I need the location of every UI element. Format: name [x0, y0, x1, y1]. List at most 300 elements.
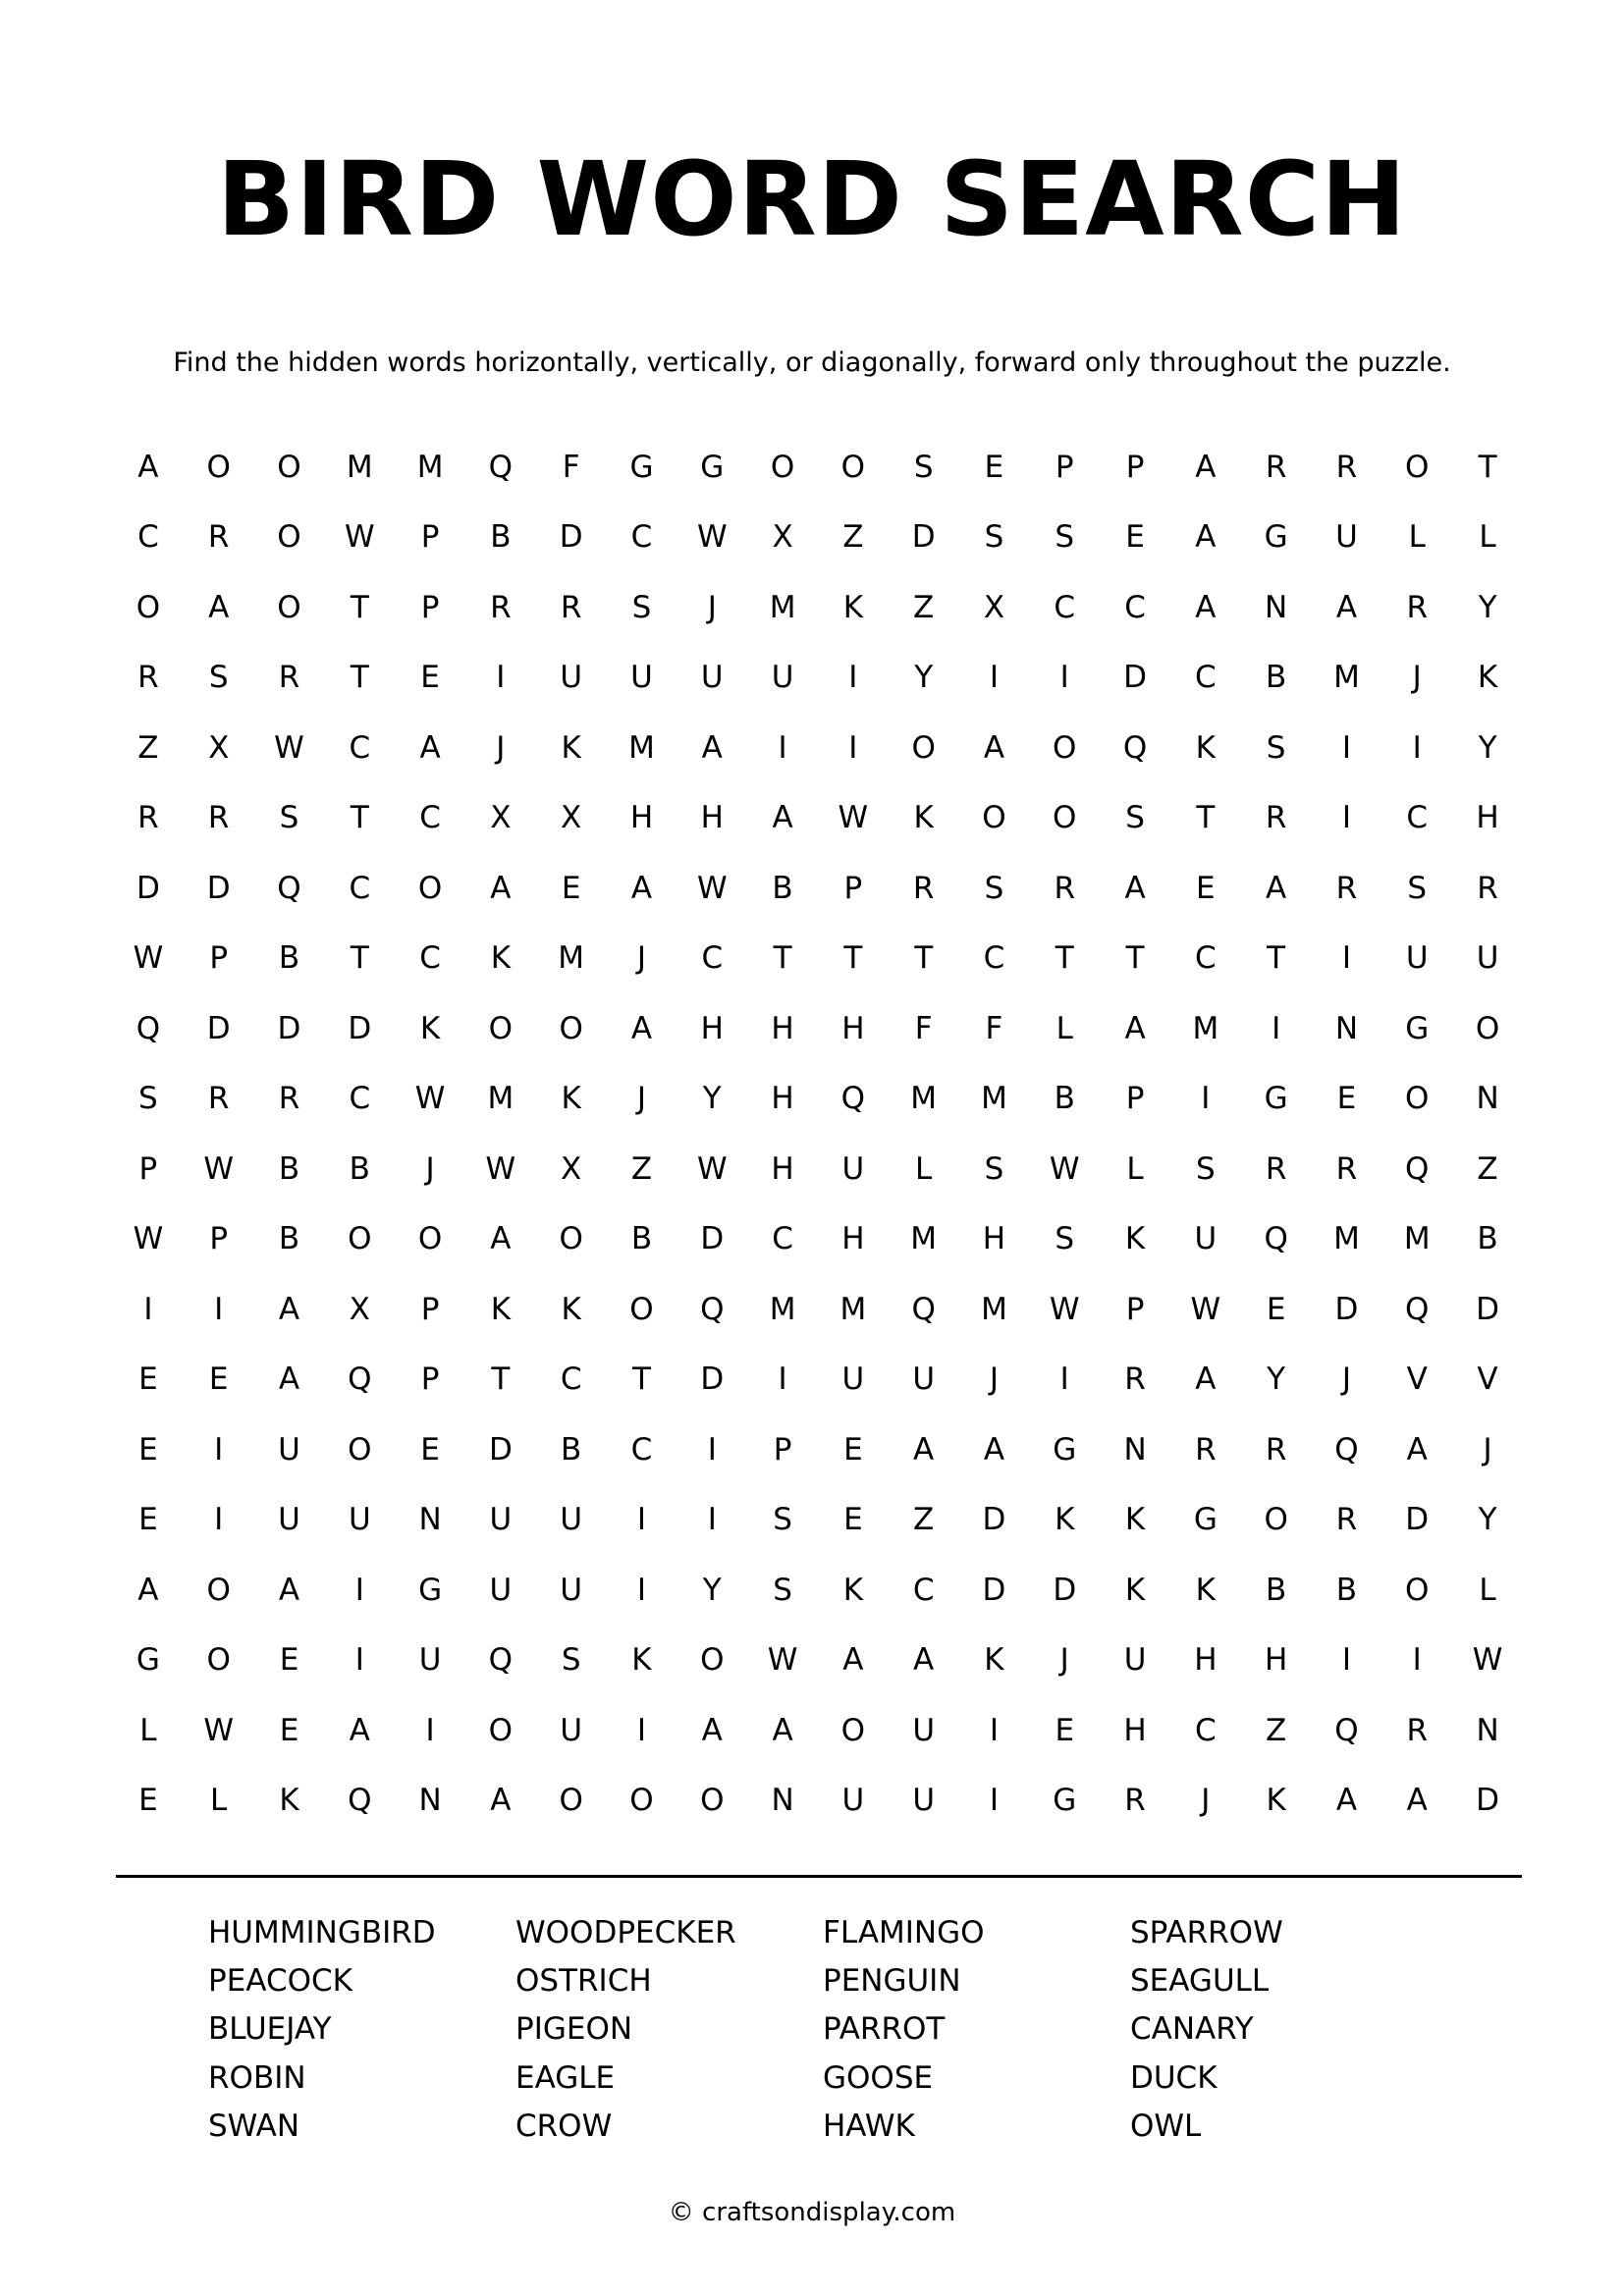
grid-letter: F — [985, 1010, 1003, 1046]
grid-letter: O — [629, 1291, 654, 1327]
grid-letter: O — [1405, 1081, 1430, 1117]
grid-letter: L — [210, 1783, 228, 1819]
word-list-item: SPARROW — [1130, 1915, 1283, 1950]
grid-letter: B — [278, 1221, 300, 1257]
grid-letter: I — [1341, 1642, 1352, 1679]
grid-letter: R — [137, 800, 159, 836]
grid-letter: A — [630, 1010, 653, 1046]
grid-letter: U — [560, 660, 583, 696]
grid-letter: I — [1412, 1642, 1422, 1679]
grid-letter: R — [1124, 1362, 1146, 1398]
grid-letter: T — [1125, 940, 1145, 977]
grid-letter: S — [1125, 800, 1145, 836]
grid-letter: Z — [1266, 1712, 1287, 1748]
word-list-item: SEAGULL — [1130, 1963, 1270, 2000]
grid-letter: D — [700, 1362, 725, 1398]
grid-letter: Y — [702, 1081, 722, 1117]
grid-letter: U — [1194, 1221, 1218, 1257]
grid-letter: I — [214, 1291, 224, 1327]
grid-letter: D — [982, 1572, 1006, 1608]
grid-letter: W — [344, 519, 375, 556]
grid-letter: P — [420, 589, 440, 625]
grid-letter: P — [1055, 449, 1074, 485]
grid-letter: C — [1195, 940, 1217, 977]
grid-letter: E — [208, 1362, 229, 1398]
grid-letter: K — [490, 1291, 512, 1327]
grid-letter: U — [560, 1572, 583, 1608]
grid-letter: A — [278, 1291, 300, 1327]
grid-letter: W — [485, 1150, 516, 1187]
grid-letter: O — [700, 1642, 725, 1679]
grid-letter: A — [1406, 1783, 1428, 1819]
grid-letter: I — [354, 1572, 364, 1608]
grid-letter: K — [1124, 1221, 1146, 1257]
grid-letter: C — [560, 1362, 582, 1398]
grid-letter: T — [1055, 940, 1074, 977]
grid-letter: T — [350, 660, 369, 696]
word-list-item: HUMMINGBIRD — [208, 1915, 436, 1950]
grid-letter: I — [707, 1502, 717, 1538]
grid-letter: S — [279, 800, 299, 836]
grid-letter: P — [420, 519, 440, 556]
grid-letter: J — [707, 589, 717, 625]
grid-letter: I — [354, 1642, 364, 1679]
grid-letter: C — [983, 940, 1005, 977]
grid-letter: N — [418, 1783, 442, 1819]
grid-letter: A — [419, 729, 441, 766]
grid-letter: B — [278, 1150, 300, 1187]
grid-letter: U — [841, 1362, 865, 1398]
grid-letter: O — [488, 1712, 514, 1748]
grid-letter: S — [631, 589, 652, 625]
grid-letter: I — [778, 1362, 787, 1398]
grid-letter: P — [1125, 449, 1145, 485]
word-list-item: OSTRICH — [515, 1963, 652, 2000]
grid-letter: X — [561, 1150, 582, 1187]
grid-letter: U — [912, 1362, 936, 1398]
grid-letter: K — [842, 589, 864, 625]
grid-letter: I — [1059, 1362, 1069, 1398]
grid-letter: K — [419, 1010, 441, 1046]
footer-credit: © craftsondisplay.com — [668, 2198, 956, 2227]
grid-letter: L — [1056, 1010, 1073, 1046]
grid-letter: S — [208, 660, 229, 696]
word-list-item: HAWK — [823, 2108, 915, 2144]
grid-letter: R — [1406, 1712, 1429, 1748]
divider — [116, 1875, 1522, 1878]
grid-letter: R — [1265, 1431, 1287, 1468]
word-list-item: FLAMINGO — [823, 1915, 985, 1950]
grid-letter: D — [559, 519, 583, 556]
grid-letter: M — [910, 1221, 938, 1257]
grid-letter: P — [420, 1291, 440, 1327]
grid-letter: D — [1334, 1291, 1359, 1327]
grid-letter: H — [1194, 1642, 1218, 1679]
grid-letter: K — [279, 1783, 299, 1819]
grid-letter: M — [769, 1291, 796, 1327]
grid-letter: E — [420, 660, 440, 696]
grid-letter: S — [1055, 519, 1075, 556]
grid-letter: Q — [135, 1010, 161, 1046]
grid-letter: V — [1406, 1362, 1428, 1398]
grid-letter: Z — [630, 1150, 653, 1187]
grid-letter: O — [348, 1221, 372, 1257]
grid-letter: W — [1049, 1150, 1080, 1187]
grid-letter: J — [1059, 1642, 1069, 1679]
grid-letter: K — [913, 800, 934, 836]
word-list-item: PIGEON — [515, 2011, 633, 2048]
grid-letter: J — [989, 1362, 1000, 1398]
grid-letter: S — [773, 1502, 792, 1538]
grid-letter: U — [841, 1783, 865, 1819]
grid-letter: M — [346, 449, 373, 485]
grid-letter: M — [839, 1291, 867, 1327]
grid-letter: A — [490, 1783, 512, 1819]
grid-letter: B — [1054, 1081, 1075, 1117]
grid-letter: C — [1124, 589, 1146, 625]
grid-letter: O — [277, 519, 301, 556]
grid-letter: L — [1479, 519, 1496, 556]
grid-letter: T — [350, 940, 369, 977]
grid-letter: A — [772, 800, 793, 836]
grid-letter: K — [1477, 660, 1498, 696]
grid-letter: I — [214, 1431, 224, 1468]
grid-letter: W — [1049, 1291, 1080, 1327]
grid-letter: O — [206, 449, 231, 485]
grid-letter: E — [138, 1783, 158, 1819]
grid-letter: I — [848, 729, 858, 766]
grid-letter: O — [559, 1221, 583, 1257]
grid-letter: R — [1335, 1150, 1358, 1187]
grid-letter: X — [490, 800, 512, 836]
grid-letter: I — [425, 1712, 435, 1748]
grid-letter: Y — [914, 660, 934, 696]
grid-letter: D — [1476, 1291, 1499, 1327]
grid-letter: U — [560, 1502, 583, 1538]
grid-letter: R — [1406, 589, 1429, 625]
grid-letter: J — [425, 1150, 435, 1187]
grid-letter: A — [1335, 589, 1358, 625]
grid-letter: I — [636, 1712, 647, 1748]
grid-letter: N — [1476, 1081, 1499, 1117]
grid-letter: W — [203, 1150, 235, 1187]
grid-letter: O — [1405, 449, 1430, 485]
letter-grid — [113, 432, 1523, 1836]
grid-letter: Q — [348, 1783, 372, 1819]
grid-letter: R — [1335, 449, 1358, 485]
grid-letter: M — [981, 1291, 1007, 1327]
grid-letter: G — [1053, 1783, 1077, 1819]
grid-letter: S — [1407, 870, 1428, 906]
grid-letter: Q — [488, 449, 514, 485]
grid-letter: A — [701, 729, 723, 766]
grid-letter: H — [841, 1221, 865, 1257]
grid-letter: O — [911, 729, 936, 766]
grid-letter: O — [982, 800, 1006, 836]
grid-letter: Y — [1267, 1362, 1286, 1398]
grid-letter: B — [561, 1431, 582, 1468]
grid-letter: G — [629, 449, 654, 485]
grid-letter: I — [636, 1572, 647, 1608]
word-list-item: ROBIN — [208, 2059, 306, 2096]
grid-letter: S — [1196, 1150, 1216, 1187]
grid-letter: A — [1335, 1783, 1358, 1819]
grid-letter: S — [561, 1642, 581, 1679]
grid-letter: M — [981, 1081, 1007, 1117]
grid-letter: B — [1266, 1572, 1287, 1608]
grid-letter: A — [1195, 449, 1217, 485]
grid-letter: S — [1266, 729, 1286, 766]
grid-letter: A — [983, 1431, 1005, 1468]
grid-letter: E — [420, 1431, 440, 1468]
grid-letter: W — [274, 729, 304, 766]
grid-letter: C — [419, 800, 441, 836]
grid-letter: Y — [702, 1572, 722, 1608]
grid-letter: L — [1408, 519, 1426, 556]
grid-letter: M — [769, 589, 796, 625]
grid-letter: Z — [913, 1502, 935, 1538]
grid-letter: R — [207, 1081, 230, 1117]
grid-letter: M — [1192, 1010, 1219, 1046]
grid-letter: H — [1264, 1642, 1288, 1679]
grid-letter: T — [491, 1362, 511, 1398]
grid-letter: K — [561, 729, 581, 766]
word-list-item: PEACOCK — [208, 1963, 352, 2000]
grid-letter: A — [490, 1221, 512, 1257]
grid-letter: Q — [1334, 1431, 1359, 1468]
grid-letter: O — [277, 589, 301, 625]
grid-letter: D — [1476, 1783, 1499, 1819]
grid-letter: I — [1272, 1010, 1281, 1046]
word-list-item: DUCK — [1130, 2059, 1218, 2096]
grid-letter: E — [138, 1502, 158, 1538]
grid-letter: T — [773, 940, 792, 977]
grid-letter: N — [1123, 1431, 1147, 1468]
grid-letter: U — [348, 1502, 371, 1538]
grid-letter: S — [773, 1572, 792, 1608]
grid-letter: O — [1475, 1010, 1500, 1046]
grid-letter: U — [1335, 519, 1358, 556]
grid-letter: W — [133, 1221, 164, 1257]
grid-letter: T — [914, 940, 934, 977]
grid-letter: I — [496, 660, 506, 696]
grid-letter: L — [1479, 1572, 1496, 1608]
grid-letter: T — [1267, 940, 1286, 977]
grid-letter: K — [561, 1081, 581, 1117]
grid-letter: U — [700, 660, 724, 696]
grid-letter: J — [1483, 1431, 1492, 1468]
grid-letter: Q — [1264, 1221, 1288, 1257]
grid-letter: A — [983, 729, 1005, 766]
grid-letter: K — [561, 1291, 581, 1327]
grid-letter: R — [1265, 800, 1287, 836]
grid-letter: O — [559, 1783, 583, 1819]
grid-letter: B — [278, 940, 300, 977]
grid-letter: S — [1055, 1221, 1075, 1257]
word-list-item: PARROT — [823, 2011, 946, 2048]
grid-letter: A — [842, 1642, 864, 1679]
grid-letter: N — [771, 1783, 794, 1819]
grid-letter: C — [630, 1431, 653, 1468]
grid-letter: U — [1123, 1642, 1147, 1679]
grid-letter: E — [279, 1712, 299, 1748]
grid-letter: P — [1125, 1081, 1145, 1117]
grid-letter: Z — [1477, 1150, 1498, 1187]
grid-letter: O — [700, 1783, 725, 1819]
grid-letter: E — [843, 1431, 863, 1468]
grid-letter: I — [1341, 800, 1352, 836]
grid-letter: E — [138, 1431, 158, 1468]
grid-letter: O — [1405, 1572, 1430, 1608]
grid-letter: M — [487, 1081, 514, 1117]
grid-letter: R — [1335, 870, 1358, 906]
grid-letter: T — [632, 1362, 651, 1398]
grid-letter: M — [628, 729, 655, 766]
grid-letter: U — [418, 1642, 442, 1679]
grid-letter: C — [772, 1221, 793, 1257]
grid-letter: G — [1264, 519, 1288, 556]
grid-letter: Q — [700, 1291, 725, 1327]
grid-letter: K — [842, 1572, 864, 1608]
grid-letter: I — [1059, 660, 1069, 696]
grid-letter: I — [143, 1291, 153, 1327]
word-list — [208, 1909, 1437, 2151]
grid-letter: M — [1333, 1221, 1360, 1257]
grid-letter: B — [772, 870, 793, 906]
grid-letter: W — [767, 1642, 798, 1679]
grid-letter: H — [1476, 800, 1499, 836]
grid-letter: C — [419, 940, 441, 977]
grid-letter: A — [1195, 1362, 1217, 1398]
page-title: BIRD WORD SEARCH — [216, 139, 1408, 259]
grid-letter: D — [1053, 1572, 1077, 1608]
grid-letter: T — [1196, 800, 1216, 836]
grid-letter: Q — [840, 1081, 866, 1117]
grid-letter: E — [561, 870, 581, 906]
grid-letter: Y — [1478, 589, 1497, 625]
grid-letter: I — [848, 660, 858, 696]
grid-letter: C — [349, 870, 371, 906]
grid-letter: Q — [348, 1362, 372, 1398]
grid-letter: E — [1336, 1081, 1357, 1117]
word-list-item: OWL — [1130, 2108, 1202, 2144]
grid-letter: W — [203, 1712, 235, 1748]
grid-letter: A — [1124, 870, 1146, 906]
grid-letter: O — [348, 1431, 372, 1468]
grid-letter: D — [206, 1010, 231, 1046]
grid-letter: R — [207, 519, 230, 556]
grid-letter: P — [420, 1362, 440, 1398]
grid-letter: R — [560, 589, 582, 625]
grid-letter: G — [1193, 1502, 1218, 1538]
grid-letter: E — [1125, 519, 1145, 556]
grid-letter: U — [912, 1783, 936, 1819]
grid-letter: O — [840, 1712, 866, 1748]
grid-letter: G — [1053, 1431, 1077, 1468]
grid-letter: A — [278, 1362, 300, 1398]
grid-letter: H — [771, 1081, 794, 1117]
grid-letter: N — [1334, 1010, 1359, 1046]
grid-letter: Z — [842, 519, 864, 556]
grid-letter: J — [1341, 1362, 1352, 1398]
grid-letter: A — [490, 870, 512, 906]
grid-letter: Q — [1405, 1150, 1430, 1187]
grid-letter: C — [349, 1081, 371, 1117]
grid-letter: D — [982, 1502, 1006, 1538]
word-list-item: CANARY — [1130, 2011, 1254, 2048]
grid-letter: B — [1266, 660, 1287, 696]
grid-letter: S — [138, 1081, 158, 1117]
grid-letter: A — [349, 1712, 370, 1748]
grid-letter: O — [629, 1783, 654, 1819]
grid-letter: W — [696, 1150, 728, 1187]
grid-letter: N — [418, 1502, 442, 1538]
grid-letter: Z — [913, 589, 935, 625]
grid-letter: Y — [1478, 1502, 1497, 1538]
grid-letter: P — [773, 1431, 792, 1468]
grid-letter: L — [139, 1712, 157, 1748]
grid-letter: I — [636, 1502, 647, 1538]
grid-letter: H — [700, 1010, 724, 1046]
grid-letter: E — [1196, 870, 1216, 906]
grid-letter: G — [1264, 1081, 1288, 1117]
grid-letter: Q — [1122, 729, 1148, 766]
grid-letter: E — [843, 1502, 863, 1538]
grid-letter: R — [1124, 1783, 1146, 1819]
grid-letter: A — [701, 1712, 723, 1748]
grid-letter: D — [1405, 1502, 1430, 1538]
grid-letter: K — [1195, 729, 1217, 766]
grid-letter: O — [206, 1642, 231, 1679]
grid-letter: O — [559, 1010, 583, 1046]
grid-letter: D — [348, 1010, 372, 1046]
grid-letter: G — [1405, 1010, 1430, 1046]
grid-letter: W — [838, 800, 869, 836]
grid-letter: R — [137, 660, 159, 696]
grid-letter: T — [350, 800, 369, 836]
word-list-item: GOOSE — [823, 2059, 934, 2096]
word-list-item: PENGUIN — [823, 1963, 961, 2000]
grid-letter: H — [1123, 1712, 1147, 1748]
grid-letter: E — [279, 1642, 299, 1679]
grid-letter: M — [416, 449, 444, 485]
grid-letter: U — [771, 660, 794, 696]
grid-letter: R — [1265, 449, 1287, 485]
grid-letter: M — [1333, 660, 1360, 696]
grid-letter: I — [1341, 940, 1352, 977]
grid-letter: O — [1053, 729, 1077, 766]
grid-letter: D — [277, 1010, 301, 1046]
word-list-item: EAGLE — [515, 2059, 616, 2096]
grid-letter: C — [349, 729, 371, 766]
grid-letter: A — [1124, 1010, 1146, 1046]
grid-letter: O — [770, 449, 795, 485]
grid-letter: D — [700, 1221, 725, 1257]
grid-letter: J — [1201, 1783, 1211, 1819]
grid-letter: W — [1472, 1642, 1503, 1679]
grid-letter: W — [1190, 1291, 1221, 1327]
grid-letter: R — [278, 660, 300, 696]
grid-letter: D — [206, 870, 231, 906]
grid-letter: R — [1054, 870, 1076, 906]
grid-letter: V — [1477, 1362, 1498, 1398]
grid-letter: I — [989, 1712, 1000, 1748]
grid-letter: J — [1412, 660, 1422, 696]
grid-letter: U — [841, 1150, 865, 1187]
grid-letter: Q — [488, 1642, 514, 1679]
grid-letter: R — [1195, 1431, 1217, 1468]
grid-letter: C — [912, 1572, 935, 1608]
